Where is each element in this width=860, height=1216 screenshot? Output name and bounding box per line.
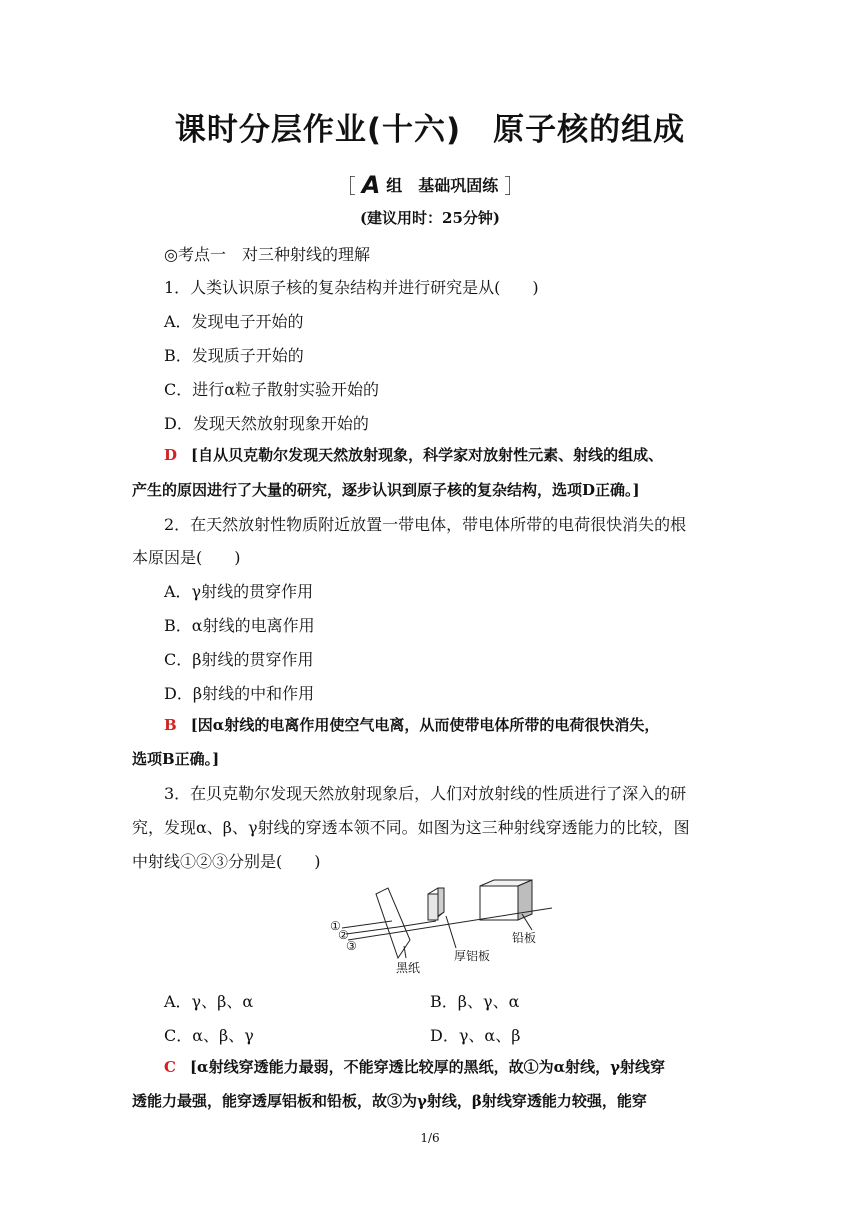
lead-plate-label: 铅板 [512, 931, 537, 945]
q3-answer-line-1 [164, 1056, 665, 1077]
q3-answer-text-1: [α射线穿透能力最弱，不能穿透比较厚的黑纸，故①为α射线，γ射线穿 [189, 1058, 666, 1076]
group-letter: A [361, 170, 381, 199]
q2-answer-letter: B [164, 716, 177, 734]
q1-option-a: A．发现电子开始的 [164, 312, 304, 331]
q1-answer-line-1 [164, 444, 663, 465]
ray-1-line [342, 921, 392, 928]
time-hint: (建议用时：25分钟) [359, 209, 501, 227]
page-title: 课时分层作业(十六) 原子核的组成 [174, 112, 686, 148]
bracket-close: ］ [504, 174, 525, 198]
group-label: 组 基础巩固练 [386, 176, 499, 195]
group-heading-wrap [0, 170, 860, 199]
black-paper-label: 黑纸 [396, 961, 421, 975]
q1-answer-line-2: 产生的原因进行了大量的研究，逐步认识到原子核的复杂结构，选项D正确。] [132, 481, 640, 499]
q2-stem-line-1: 2．在天然放射性物质附近放置一带电体，带电体所带的电荷很快消失的根 [164, 515, 687, 534]
page-number: 1/6 [420, 1131, 440, 1145]
q1-option-b: B．发现质子开始的 [164, 346, 304, 365]
penetration-diagram [326, 876, 566, 976]
q1-answer-text-1: [自从贝克勒尔发现天然放射现象，科学家对放射性元素、射线的组成、 [191, 446, 664, 464]
q2-answer-line-2: 选项B正确。] [132, 750, 220, 768]
q3-stem-line-3: 中射线①②③分别是( ) [132, 852, 321, 871]
q1-stem: 1．人类认识原子核的复杂结构并进行研究是从( ) [164, 278, 539, 297]
q3-answer-letter: C [164, 1058, 176, 1076]
ray-1-label: ① [330, 919, 341, 933]
q3-option-a: A．γ、β、α [164, 992, 254, 1011]
q2-answer-line-1 [164, 714, 659, 735]
q3-stem-line-1: 3．在贝克勒尔发现天然放射现象后，人们对放射线的性质进行了深入的研 [164, 784, 687, 803]
bracket-open: ［ [335, 174, 356, 198]
q3-stem-line-2: 究，发现α、β、γ射线的穿透本领不同。如图为这三种射线穿透能力的比较，图 [132, 818, 690, 837]
q2-option-b: B．α射线的电离作用 [164, 616, 315, 635]
q3-option-c: C．α、β、γ [164, 1026, 254, 1045]
ray-2-label: ② [338, 928, 349, 942]
q2-option-d: D．β射线的中和作用 [164, 684, 315, 703]
group-heading [336, 170, 525, 199]
q2-option-c: C．β射线的贯穿作用 [164, 650, 314, 669]
q2-option-a: A．γ射线的贯穿作用 [164, 582, 314, 601]
ray-3-label: ③ [346, 939, 357, 953]
q2-stem-line-2: 本原因是( ) [132, 548, 241, 567]
q3-answer-line-2: 透能力最强，能穿透厚铝板和铅板，故③为γ射线，β射线穿透能力较强，能穿 [132, 1092, 647, 1110]
q2-answer-text-1: [因α射线的电离作用使空气电离，从而使带电体所带的电荷很快消失， [190, 716, 660, 734]
q3-option-b: B．β、γ、α [430, 992, 520, 1011]
section-heading: ◎考点一 对三种射线的理解 [164, 245, 370, 264]
q1-answer-letter: D [164, 446, 178, 464]
thick-aluminum-label: 厚铝板 [454, 949, 491, 963]
q3-option-d: D．γ、α、β [430, 1026, 521, 1045]
q1-option-d: D．发现天然放射现象开始的 [164, 414, 369, 433]
q1-option-c: C．进行α粒子散射实验开始的 [164, 380, 380, 399]
